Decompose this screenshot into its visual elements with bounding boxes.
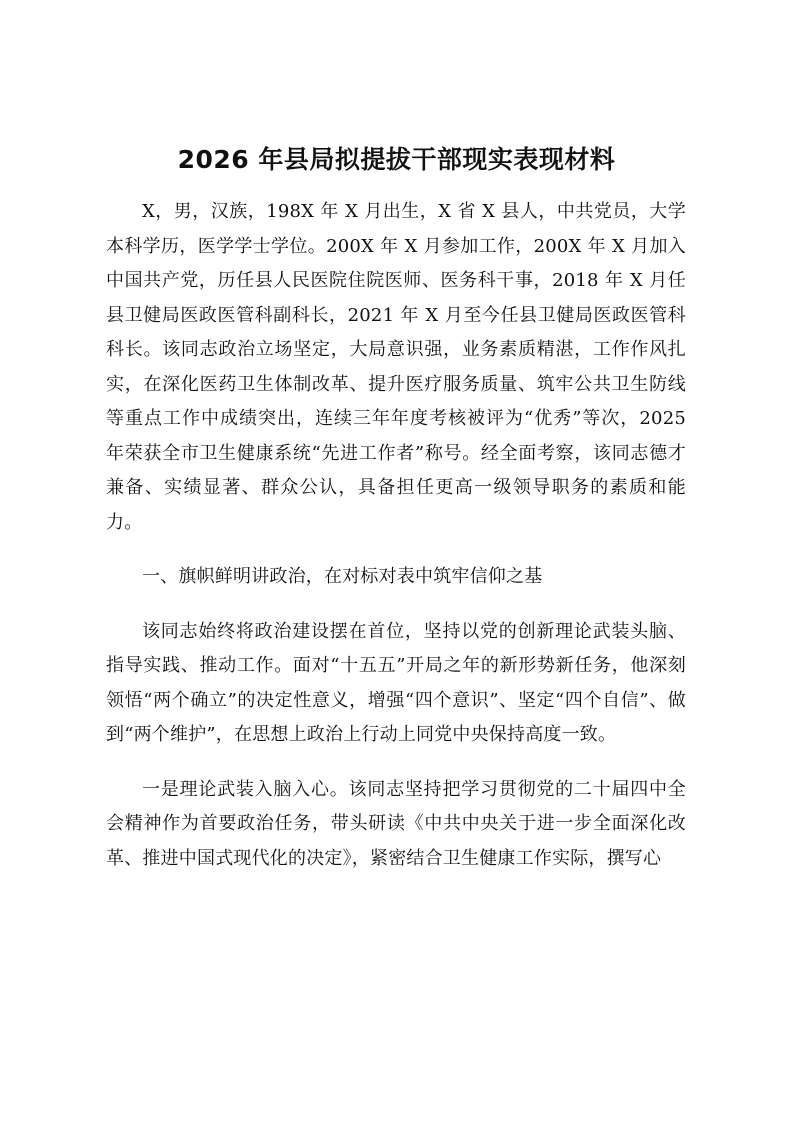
intro-paragraph: X，男，汉族，198X 年 X 月出生，X 省 X 县人，中共党员，大学本科学历，医学学士学位。200X 年 X 月参加工作，200X 年 X 月加入中国共产党，历任县人民医院住院医师、医务科干事，2018 年 X 月任县卫健局医政医管科副科长，2021 年 X 月至今任县卫健局医政医管科科长。该同志政治立场坚定，大局意识强，业务素质精湛，工作作风扎实，在深化医药卫生体制改革、提升医疗服务质量、筑牢公共卫生防线等重点工作中成绩突出，连续三年年度考核被评为“优秀”等次，2025 年荣获全市卫生健康系统“先进工作者”称号。经全面考察，该同志德才兼备、实绩显著、群众公认，具备担任更高一级领导职务的素质和能力。 [106,201,686,533]
document-title: 2026 年县局拟提拔干部现实表现材料 [177,145,616,174]
document-body [106,195,686,876]
section-heading-1: 一、旗帜鲜明讲政治，在对标对表中筑牢信仰之基 [142,566,543,587]
section-1-paragraph-2: 一是理论武装入脑入心。该同志坚持把学习贯彻党的二十届四中全会精神作为首要政治任务，带头研读《中共中央关于进一步全面深化改革、推进中国式现代化的决定》，紧密结合卫生健康工作实际，撰写心 [106,778,686,869]
section-1-paragraph-1: 该同志始终将政治建设摆在首位，坚持以党的创新理论武装头脑、指导实践、推动工作。面对“十五五”开局之年的新形势新任务，他深刻领悟“两个确立”的决定性意义，增强“四个意识”、坚定“四个自信”、做到“两个维护”，在思想上政治上行动上同党中央保持高度一致。 [106,620,686,745]
